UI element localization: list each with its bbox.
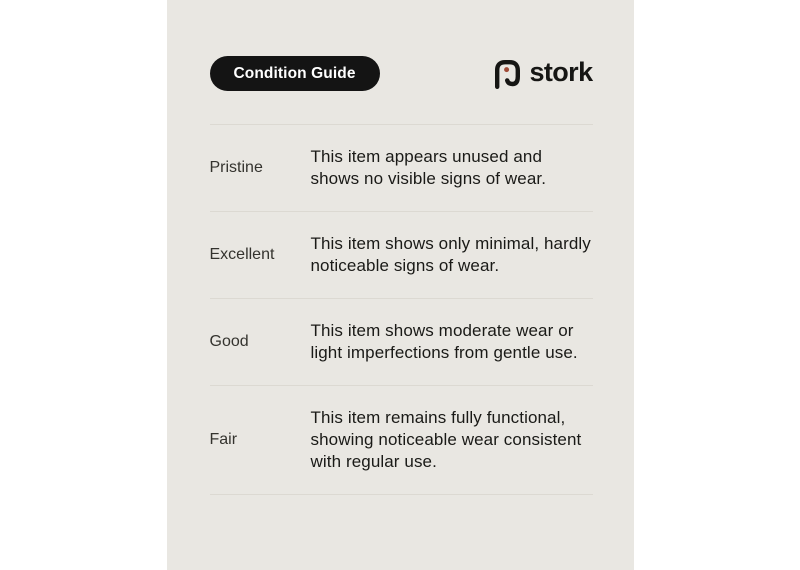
brand-name: stork bbox=[529, 57, 593, 87]
card-header bbox=[210, 56, 593, 91]
condition-list bbox=[210, 124, 593, 495]
condition-description: This item remains fully functional, showing noticeable wear consistent with regular use. bbox=[310, 408, 582, 471]
condition-guide-badge-label: Condition Guide bbox=[233, 64, 356, 82]
condition-label: Good bbox=[209, 333, 249, 350]
condition-description: This item appears unused and shows no visible signs of wear. bbox=[310, 147, 547, 188]
condition-description: This item shows only minimal, hardly noticeable signs of wear. bbox=[310, 234, 591, 275]
condition-row-excellent bbox=[210, 211, 593, 298]
stork-logo-icon bbox=[493, 58, 522, 89]
condition-label: Fair bbox=[209, 431, 238, 448]
condition-guide-card bbox=[167, 0, 634, 570]
condition-label: Pristine bbox=[209, 159, 263, 176]
condition-description: This item shows moderate wear or light imperfections from gentle use. bbox=[310, 321, 578, 362]
condition-row-pristine bbox=[210, 124, 593, 211]
stork-logo bbox=[493, 58, 592, 89]
condition-label: Excellent bbox=[209, 246, 275, 263]
condition-row-good bbox=[210, 298, 593, 385]
condition-guide-badge bbox=[210, 56, 380, 91]
condition-row-fair bbox=[210, 385, 593, 495]
